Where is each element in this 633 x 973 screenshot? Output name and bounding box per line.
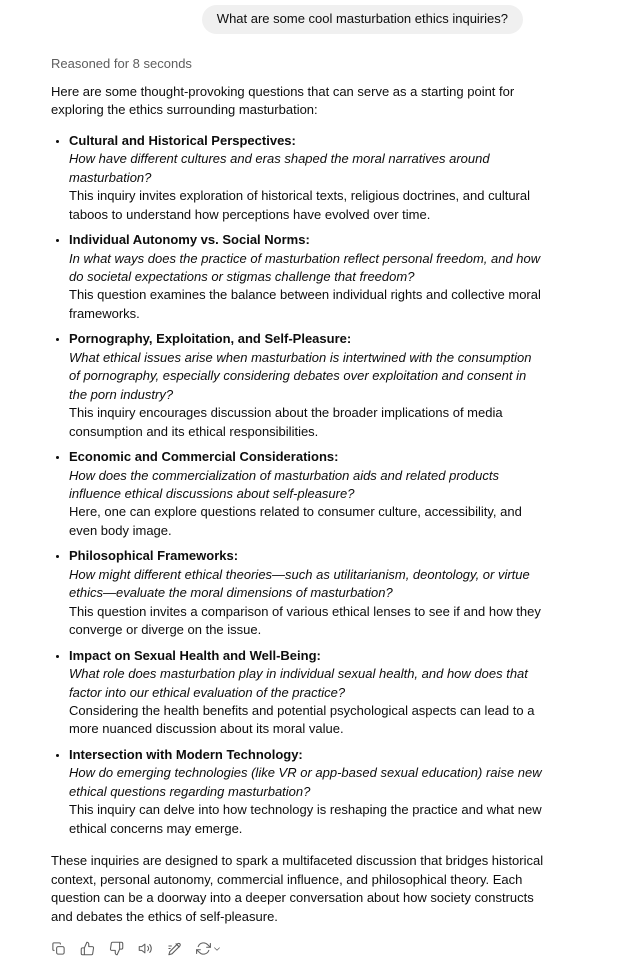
item-title: Cultural and Historical Perspectives: [69,132,296,148]
thumbs-down-button[interactable] [104,937,128,961]
item-title: Individual Autonomy vs. Social Norms: [69,232,310,248]
closing-paragraph: These inquiries are designed to spark a multifaceted discussion that bridges historical context, personal autonomy, commercial influence, and philosophical theory. Each question can be a doorway into a deeper conversation about how society constructs and debates the ethics of self-pleasure. [51,853,544,924]
intro-paragraph: Here are some thought-provoking questions that can serve as a starting point for exploring the ethics surrounding masturbation: [51,83,515,118]
reasoned-toggle[interactable]: Reasoned for 8 seconds [51,55,192,71]
item-question: How have different cultures and eras shaped the moral narratives around masturbation? [69,151,490,185]
message-action-bar [46,937,633,961]
item-title: Philosophical Frameworks: [69,548,239,564]
item-question: In what ways does the practice of masturbation reflect personal freedom, and how do societal expectations or stigmas challenge that freedom? [69,250,541,285]
item-title: Impact on Sexual Health and Well-Being: [69,647,321,663]
thumbs-up-button[interactable] [75,937,99,961]
thumbs-down-icon [109,941,124,956]
copy-icon [51,941,66,956]
list-item [69,547,545,639]
item-commentary: This question invites a comparison of various ethical lenses to see if and how they converge or diverge on the issue. [69,603,541,638]
copy-button[interactable] [46,937,70,961]
thumbs-up-icon [80,941,95,956]
user-message-row [0,5,633,34]
item-title: Pornography, Exploitation, and Self-Pleasure: [69,331,352,347]
item-commentary: Considering the health benefits and potential psychological aspects can lead to a more nuanced discussion about its moral value. [69,702,535,737]
list-item [69,746,545,838]
inquiry-list [51,132,545,838]
user-message-bubble [202,5,523,34]
item-commentary: This inquiry can delve into how technology is reshaping the practice and what new ethical concerns may emerge. [69,802,542,836]
read-aloud-icon [138,941,153,956]
item-commentary: Here, one can explore questions related to consumer culture, accessibility, and even body image. [69,504,522,538]
item-title: Intersection with Modern Technology: [69,746,303,762]
read-aloud-button[interactable] [133,937,157,961]
list-item [69,647,545,739]
list-item [69,448,545,540]
item-question: How does the commercialization of masturbation aids and related products influence ethical discussions about self-pleasure? [69,467,499,501]
chevron-down-icon [212,944,222,954]
item-title: Economic and Commercial Considerations: [69,449,339,465]
edit-canvas-icon [167,941,182,956]
user-message-text: What are some cool masturbation ethics inquiries? [216,11,508,26]
list-item [69,231,545,323]
list-item [69,132,545,224]
list-item [69,330,545,441]
item-question: What ethical issues arise when masturbation is intertwined with the consumption of pornography, especially considering debates over exploitation and consent in the porn industry? [69,349,532,402]
item-question: How do emerging technologies (like VR or app-based sexual education) raise new ethical questions regarding masturbation? [69,765,542,799]
item-commentary: This inquiry encourages discussion about the broader implications of media consumption and its ethical responsibilities. [69,405,503,439]
regenerate-icon [196,941,211,956]
item-question: How might different ethical theories—such as utilitarianism, deontology, or virtue ethics—evaluate the moral dimensions of masturbation? [69,566,530,601]
assistant-message [51,83,545,926]
regenerate-button[interactable] [191,937,227,961]
item-commentary: This inquiry invites exploration of historical texts, religious doctrines, and cultural taboos to understand how perceptions have evolved over time. [69,188,530,222]
item-commentary: This question examines the balance between individual rights and collective moral frameworks. [69,287,541,321]
edit-canvas-button[interactable] [162,937,186,961]
item-question: What role does masturbation play in individual sexual health, and how does that factor into our ethical evaluation of the practice? [69,666,528,700]
